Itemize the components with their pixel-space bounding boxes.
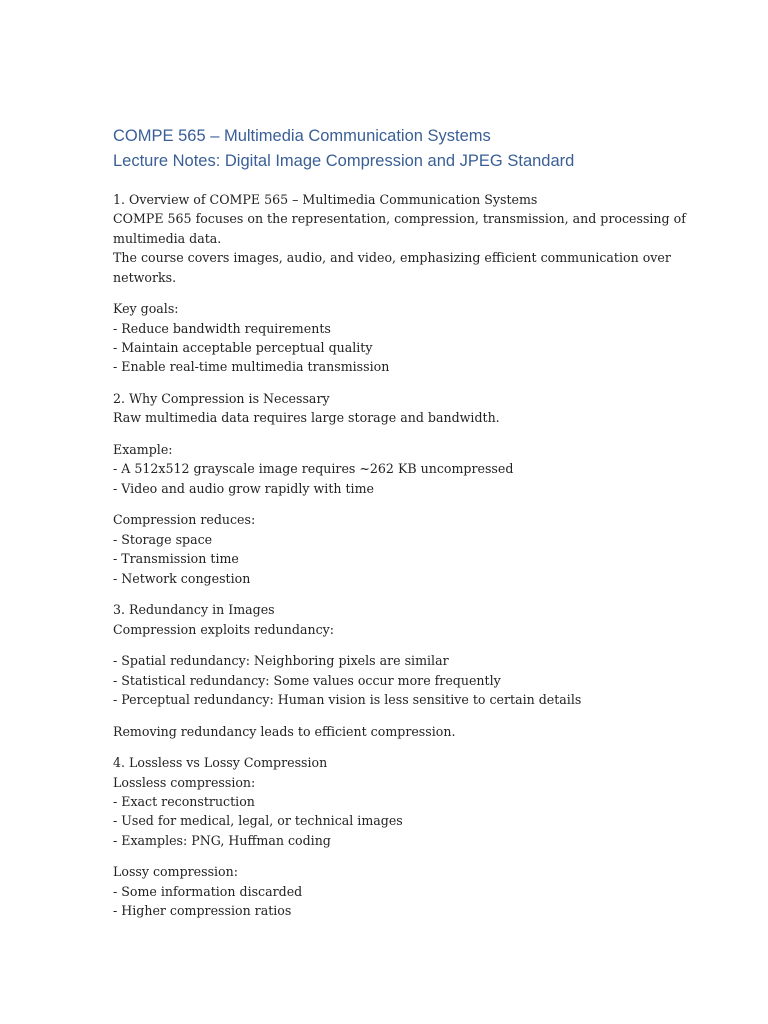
list-item: - Storage space (113, 531, 213, 547)
list-item: - Network congestion (113, 570, 251, 586)
list-item: - Spatial redundancy: Neighboring pixels are similar (113, 653, 449, 669)
document-body (113, 190, 686, 921)
list-item: - Video and audio grow rapidly with time (113, 480, 374, 496)
paragraph-removing-redundancy (113, 722, 673, 741)
paragraph-section-1 (113, 190, 686, 287)
paragraph-lossy-compression (113, 862, 673, 920)
list-item: - Examples: PNG, Huffman coding (113, 832, 331, 848)
list-item: - Reduce bandwidth requirements (113, 320, 331, 336)
list-item: - Used for medical, legal, or technical images (113, 813, 403, 829)
paragraph-section-3 (113, 600, 673, 639)
list-item: - Exact reconstruction (113, 794, 255, 810)
list-item: - Higher compression ratios (113, 903, 292, 919)
list-item: - A 512x512 grayscale image requires ~262 KB uncompressed (113, 461, 514, 477)
text-line: Compression exploits redundancy: (113, 621, 334, 637)
text-line: Removing redundancy leads to efficient compression. (113, 723, 456, 739)
text-line: Compression reduces: (113, 512, 256, 528)
document-subtitle: Lecture Notes: Digital Image Compression and JPEG Standard (113, 152, 575, 170)
list-item: - Perceptual redundancy: Human vision is less sensitive to certain details (113, 692, 582, 708)
section-heading: 4. Lossless vs Lossy Compression (113, 755, 328, 771)
text-line: Raw multimedia data requires large storage and bandwidth. (113, 410, 500, 426)
paragraph-section-4 (113, 753, 673, 850)
text-line: Lossless compression: (113, 774, 256, 790)
paragraph-example (113, 440, 673, 498)
list-item: - Transmission time (113, 551, 239, 567)
document-title: COMPE 565 – Multimedia Communication Systems (113, 127, 491, 145)
text-line: COMPE 565 focuses on the representation, compression, transmission, and processing of (113, 211, 686, 227)
text-line: The course covers images, audio, and video, emphasizing efficient communication over (113, 250, 671, 266)
list-item: - Some information discarded (113, 883, 303, 899)
text-line: networks. (113, 269, 177, 285)
list-item: - Enable real-time multimedia transmission (113, 359, 390, 375)
text-line: multimedia data. (113, 230, 222, 246)
document-page (113, 124, 686, 933)
list-item: - Statistical redundancy: Some values occur more frequently (113, 672, 501, 688)
text-line: Lossy compression: (113, 864, 238, 880)
section-heading: 3. Redundancy in Images (113, 602, 275, 618)
text-line: Key goals: (113, 301, 179, 317)
paragraph-key-goals (113, 299, 673, 377)
text-line: Example: (113, 442, 173, 458)
paragraph-compression-reduces (113, 510, 673, 588)
paragraph-section-2 (113, 389, 673, 428)
section-heading: 2. Why Compression is Necessary (113, 391, 330, 407)
paragraph-redundancy-types (113, 651, 673, 709)
list-item: - Maintain acceptable perceptual quality (113, 340, 373, 356)
section-heading: 1. Overview of COMPE 565 – Multimedia Communication Systems (113, 192, 538, 207)
